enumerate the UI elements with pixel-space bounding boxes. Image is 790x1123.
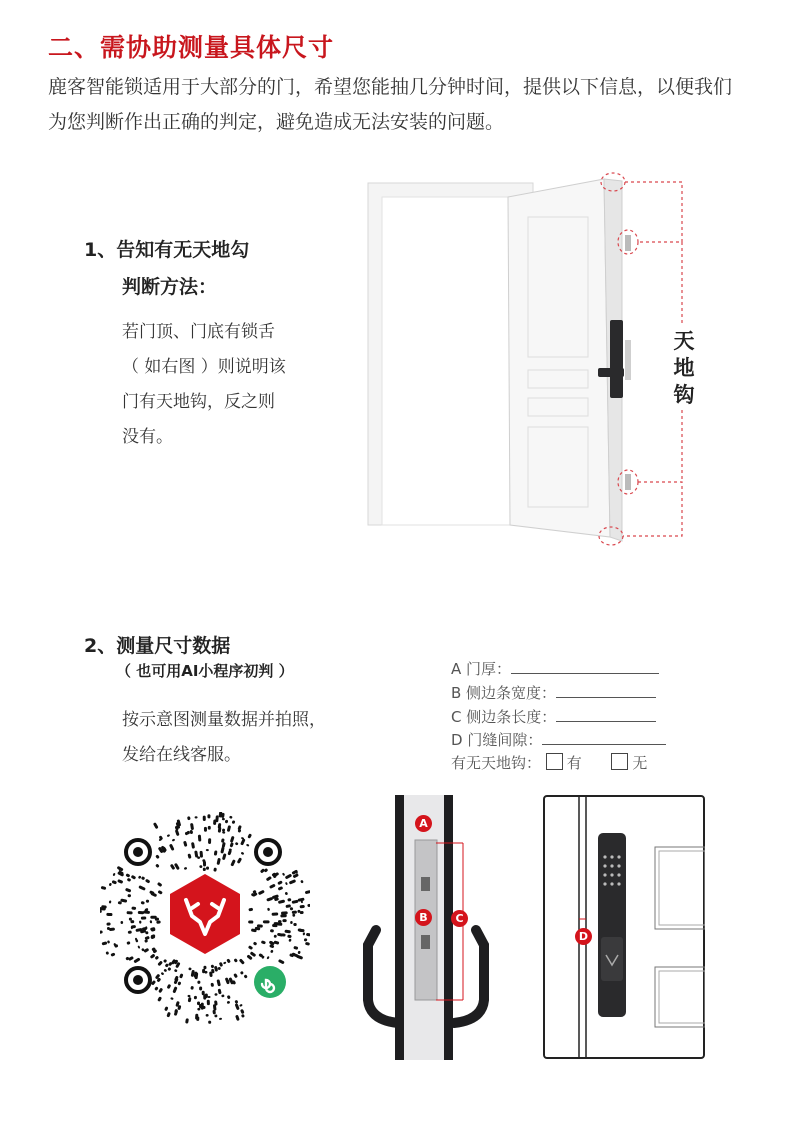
qr-module xyxy=(248,920,253,923)
qr-module xyxy=(214,966,218,972)
label-char: 钩 xyxy=(673,383,695,407)
section1-heading: 1、告知有无天地勾 xyxy=(84,239,250,261)
qr-module xyxy=(211,983,215,987)
marker-a: A xyxy=(415,815,432,832)
qr-module xyxy=(266,876,272,882)
qr-module xyxy=(155,956,160,961)
qr-module xyxy=(206,849,209,851)
door-front-diagram xyxy=(543,795,705,1060)
qr-module xyxy=(278,899,285,904)
qr-module xyxy=(230,842,234,847)
qr-module xyxy=(229,816,233,819)
qr-module xyxy=(155,918,159,921)
qr-module xyxy=(172,839,176,842)
form-label-b: B 侧边条宽度： xyxy=(451,684,557,702)
qr-module xyxy=(225,820,229,824)
qr-module xyxy=(248,945,253,950)
qr-module xyxy=(127,911,133,914)
qr-module xyxy=(150,920,153,923)
qr-module xyxy=(230,836,235,843)
qr-module xyxy=(164,1006,168,1011)
qr-module xyxy=(127,894,131,898)
qr-module xyxy=(100,930,103,934)
qr-module xyxy=(131,906,136,910)
qr-module xyxy=(199,865,202,868)
qr-module xyxy=(292,900,299,904)
qr-module xyxy=(204,827,207,832)
qr-module xyxy=(305,942,310,946)
qr-module xyxy=(194,996,197,1000)
qr-module xyxy=(128,930,132,934)
qr-module xyxy=(227,825,231,832)
qr-module xyxy=(127,878,132,882)
marker-c: C xyxy=(451,910,468,927)
qr-module xyxy=(187,816,191,820)
qr-module xyxy=(293,946,298,950)
qr-module xyxy=(237,825,241,831)
qr-module xyxy=(235,842,239,846)
qr-module xyxy=(263,920,270,923)
qr-module xyxy=(190,830,194,834)
qr-module xyxy=(165,963,170,968)
qr-module xyxy=(208,1021,211,1024)
blank-line xyxy=(511,659,659,674)
qr-module xyxy=(200,851,204,858)
qr-module xyxy=(272,924,278,927)
qr-module xyxy=(208,996,211,998)
qr-module xyxy=(214,850,218,855)
section2-heading: 2、测量尺寸数据 xyxy=(84,635,231,657)
qr-module xyxy=(137,945,140,949)
keypad-key xyxy=(603,864,606,867)
qr-module xyxy=(100,910,102,913)
option-no-label: 无 xyxy=(632,754,648,772)
qr-module xyxy=(272,912,279,916)
section1-line: 门有天地钩，反之则 xyxy=(122,392,275,412)
qr-module xyxy=(163,969,167,973)
qr-module xyxy=(199,986,202,990)
qr-module xyxy=(158,988,163,994)
qr-module xyxy=(304,938,308,942)
section1-line: （ 如右图 ）则说明该 xyxy=(122,357,286,377)
qr-module xyxy=(217,858,221,865)
qr-module xyxy=(214,993,217,996)
qr-module xyxy=(161,972,165,976)
qr-module xyxy=(247,833,252,838)
sky-earth-hook-label xyxy=(672,328,696,409)
qr-module xyxy=(287,898,291,902)
qr-module xyxy=(154,986,159,991)
qr-module xyxy=(220,847,224,854)
qr-module xyxy=(190,986,194,990)
qr-module xyxy=(206,1014,209,1017)
qr-module xyxy=(277,933,283,937)
qr-module xyxy=(292,914,295,917)
qr-module xyxy=(102,941,108,945)
label-char: 地 xyxy=(673,356,695,380)
qr-module xyxy=(269,884,276,889)
qr-module xyxy=(109,900,112,903)
qr-module xyxy=(207,814,210,818)
qr-module xyxy=(202,969,205,973)
qr-module xyxy=(169,844,175,851)
qr-module xyxy=(233,973,238,978)
qr-module xyxy=(270,929,274,933)
qr-module xyxy=(292,911,297,914)
form-row-c xyxy=(451,706,656,727)
qr-module xyxy=(213,867,217,871)
checkbox-no xyxy=(611,753,628,770)
qr-module xyxy=(239,958,245,964)
qr-module xyxy=(203,1006,206,1009)
qr-module xyxy=(174,975,179,981)
qr-module xyxy=(150,954,156,959)
section2-note: （ 也可用AI小程序初判 ） xyxy=(116,662,294,680)
qr-module xyxy=(285,904,291,908)
qr-module xyxy=(112,873,115,877)
section1-line: 没有。 xyxy=(122,427,173,447)
label-char: 天 xyxy=(673,329,695,353)
qr-module xyxy=(183,841,187,847)
qr-module xyxy=(211,965,215,969)
qr-module xyxy=(203,861,206,867)
checkbox-yes xyxy=(546,753,563,770)
qr-module xyxy=(167,984,172,989)
qr-module xyxy=(226,958,231,963)
qr-module xyxy=(243,974,247,978)
qr-module xyxy=(106,913,110,916)
qr-module xyxy=(217,967,221,971)
qr-module xyxy=(240,838,246,845)
qr-module xyxy=(167,967,171,971)
qr-module xyxy=(248,908,253,912)
qr-module xyxy=(261,940,266,944)
form-label-d: D 门缝间隙： xyxy=(451,731,543,749)
qr-module xyxy=(105,951,109,955)
qr-module xyxy=(197,980,200,984)
qr-module xyxy=(266,897,273,902)
qr-module xyxy=(207,1000,210,1006)
qr-module xyxy=(203,868,206,872)
qr-module xyxy=(125,873,130,878)
keypad-key xyxy=(617,873,620,876)
marker-d: D xyxy=(575,928,592,945)
qr-module xyxy=(109,883,112,887)
qr-module xyxy=(274,935,278,939)
qr-module xyxy=(306,933,310,937)
qr-module xyxy=(170,997,174,1000)
keypad-key xyxy=(610,873,613,876)
qr-module xyxy=(235,1003,240,1010)
qr-module xyxy=(145,879,150,884)
qr-module xyxy=(188,997,192,1002)
qr-module xyxy=(179,973,183,978)
qr-module xyxy=(141,917,146,920)
qr-module xyxy=(213,819,216,825)
qr-module xyxy=(139,921,142,924)
qr-module xyxy=(188,967,192,970)
qr-module xyxy=(285,882,288,886)
qr-module xyxy=(219,962,223,967)
qr-module xyxy=(203,816,206,821)
blank-line xyxy=(556,683,656,698)
mini-program-icon xyxy=(251,963,289,1001)
qr-module xyxy=(117,879,123,884)
keypad-key xyxy=(617,864,620,867)
qr-module xyxy=(141,901,145,905)
qr-module xyxy=(157,890,162,895)
qr-module xyxy=(305,890,310,894)
qr-module xyxy=(300,905,305,909)
keypad-key xyxy=(617,855,620,858)
keypad-key xyxy=(603,873,606,876)
qr-module xyxy=(167,834,171,837)
qr-module xyxy=(290,907,294,910)
qr-module xyxy=(155,854,160,859)
qr-module xyxy=(130,920,134,923)
qr-module xyxy=(270,950,274,954)
qr-module xyxy=(223,961,227,964)
qr-module xyxy=(194,816,197,819)
qr-module xyxy=(138,875,142,879)
keypad-key xyxy=(617,882,620,885)
qr-module xyxy=(129,918,132,921)
section1-subheading: 判断方法： xyxy=(122,276,218,298)
keypad-key xyxy=(610,855,613,858)
qr-module xyxy=(278,886,284,891)
qr-module xyxy=(281,911,288,915)
qr-module xyxy=(120,921,123,924)
qr-module xyxy=(214,1014,217,1017)
qr-module xyxy=(282,919,286,922)
qr-module xyxy=(246,844,250,847)
qr-module xyxy=(282,873,285,877)
qr-module xyxy=(157,882,163,887)
qr-module xyxy=(157,961,163,967)
qr-module xyxy=(198,835,202,842)
blank-line xyxy=(556,707,656,722)
qr-module xyxy=(227,1001,231,1004)
keypad-key xyxy=(603,882,606,885)
qr-module xyxy=(266,956,269,960)
mini-program-qr-code xyxy=(100,812,310,1027)
qr-module xyxy=(216,979,220,986)
qr-module xyxy=(241,852,245,856)
qr-module xyxy=(222,828,226,832)
form-label-hook: 有无天地钩： xyxy=(451,754,542,772)
qr-module xyxy=(191,842,195,849)
qr-module xyxy=(174,863,180,870)
qr-module xyxy=(101,886,107,890)
section1-description xyxy=(122,315,286,455)
qr-module xyxy=(194,850,198,857)
qr-module xyxy=(237,857,242,864)
qr-module xyxy=(221,838,225,843)
form-row-b xyxy=(451,682,656,703)
qr-module xyxy=(185,1018,189,1024)
qr-module xyxy=(253,942,257,946)
qr-module xyxy=(144,936,149,940)
blank-line xyxy=(542,730,666,745)
qr-module xyxy=(144,939,148,943)
qr-module xyxy=(280,914,287,917)
qr-module xyxy=(221,994,225,997)
qr-module xyxy=(303,932,306,935)
form-row-hook xyxy=(451,752,647,773)
qr-module xyxy=(227,995,231,999)
qr-module xyxy=(156,920,161,923)
qr-module xyxy=(234,1000,238,1004)
door-illustration xyxy=(360,165,700,550)
form-label-c: C 侧边条长度： xyxy=(451,708,557,726)
qr-module xyxy=(230,859,236,866)
qr-module xyxy=(172,986,177,993)
qr-module xyxy=(138,885,146,891)
qr-module xyxy=(218,989,222,995)
marker-b: B xyxy=(415,909,432,926)
qr-module xyxy=(146,899,150,903)
intro-paragraph: 鹿客智能锁适用于大部分的门，希望您能抽几分钟时间，提供以下信息，以便我们为您判断作出正确的判定，避免造成无法安装的问题。 xyxy=(48,76,733,133)
keypad-key xyxy=(603,855,606,858)
qr-module xyxy=(267,908,270,911)
qr-module xyxy=(195,1014,198,1020)
qr-module xyxy=(222,818,225,821)
qr-module xyxy=(177,981,181,985)
section2-description xyxy=(122,703,326,773)
qr-module xyxy=(174,1010,178,1016)
qr-module xyxy=(297,951,300,955)
qr-module xyxy=(138,911,145,914)
qr-module xyxy=(241,1014,245,1018)
qr-module xyxy=(277,880,283,885)
section1-line: 若门顶、门底有锁舌 xyxy=(122,322,275,342)
qr-module xyxy=(143,910,150,914)
form-row-a xyxy=(451,658,659,679)
qr-module xyxy=(219,1018,222,1020)
qr-module xyxy=(285,892,288,896)
qr-module xyxy=(141,876,145,880)
qr-module xyxy=(240,1009,245,1014)
qr-module xyxy=(278,959,285,965)
qr-module xyxy=(232,820,236,824)
qr-module xyxy=(133,957,140,963)
qr-module xyxy=(112,880,118,885)
qr-module xyxy=(293,923,297,926)
qr-module xyxy=(208,826,211,830)
qr-module xyxy=(307,904,310,907)
form-row-d xyxy=(451,729,666,750)
qr-module xyxy=(155,863,160,868)
qr-module xyxy=(264,868,269,873)
qr-module xyxy=(273,940,279,944)
qr-module xyxy=(287,935,292,939)
page-title: 二、需协助测量具体尺寸 xyxy=(48,33,335,62)
section2-line: 发给在线客服。 xyxy=(122,745,241,765)
qr-module xyxy=(157,996,162,1002)
qr-module xyxy=(239,1004,243,1007)
smart-lock-front-icon xyxy=(598,833,626,1017)
qr-module xyxy=(240,971,244,975)
qr-module xyxy=(284,930,291,934)
keypad-key xyxy=(610,882,613,885)
qr-module xyxy=(203,966,206,970)
qr-module xyxy=(300,880,304,884)
qr-module xyxy=(184,867,188,870)
qr-module xyxy=(126,941,130,945)
qr-module xyxy=(125,888,131,893)
qr-module xyxy=(107,940,110,944)
qr-module xyxy=(208,838,211,844)
qr-module xyxy=(203,994,206,999)
qr-module xyxy=(235,1015,240,1021)
qr-module xyxy=(290,921,293,924)
qr-module xyxy=(174,969,178,973)
keypad-key xyxy=(610,864,613,867)
qr-module xyxy=(258,890,265,896)
qr-module xyxy=(131,875,137,880)
qr-module xyxy=(190,823,194,830)
qr-module xyxy=(233,958,238,963)
qr-module xyxy=(175,829,180,836)
qr-module xyxy=(278,920,282,923)
section2-line: 按示意图测量数据并拍照， xyxy=(122,710,326,730)
qr-module xyxy=(289,879,297,885)
qr-module xyxy=(166,1012,171,1018)
qr-module xyxy=(163,959,167,963)
qr-module xyxy=(187,995,190,998)
qr-module xyxy=(206,867,209,870)
lock-side-diagram xyxy=(358,795,498,1060)
qr-module xyxy=(110,952,115,956)
qr-module xyxy=(187,853,191,859)
option-yes-label: 有 xyxy=(566,754,582,772)
qr-module xyxy=(285,874,293,880)
qr-module xyxy=(222,853,227,860)
qr-module xyxy=(153,822,159,829)
qr-module xyxy=(106,922,110,925)
form-label-a: A 门厚： xyxy=(451,660,512,678)
qr-module xyxy=(299,929,305,933)
qr-module xyxy=(131,925,136,929)
qr-module xyxy=(288,939,291,943)
qr-module xyxy=(197,1008,200,1011)
